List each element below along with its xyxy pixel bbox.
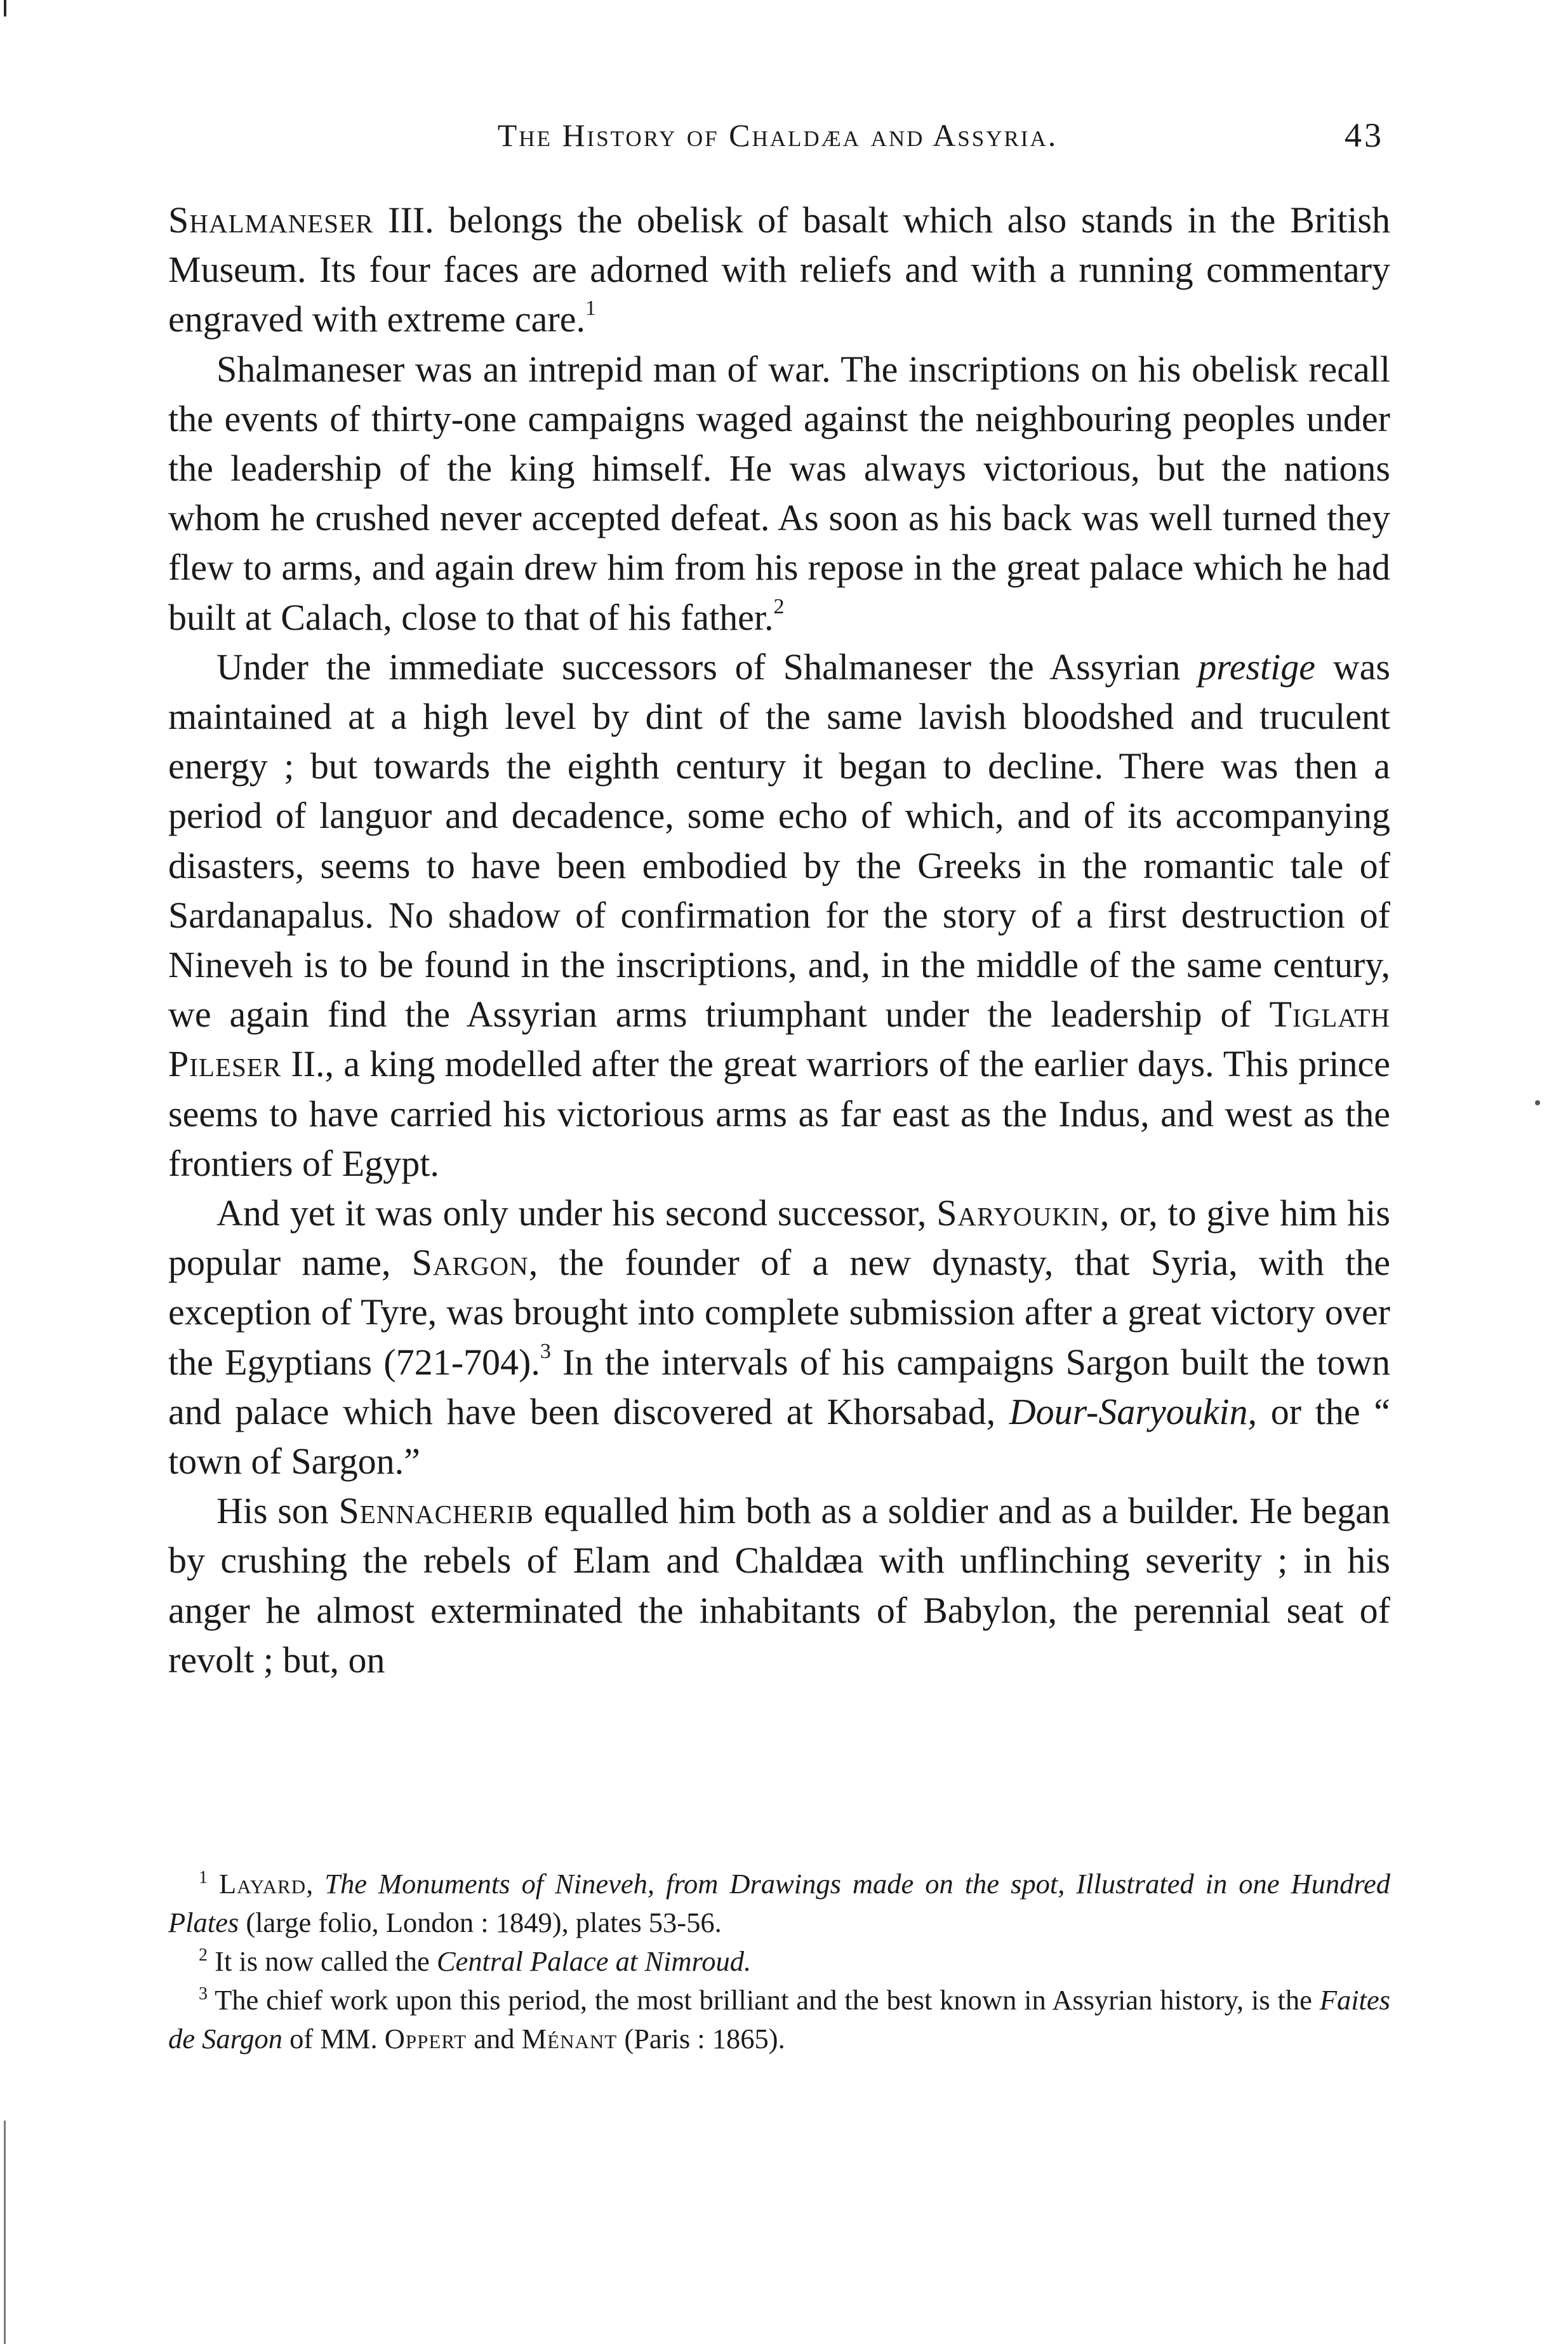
small-caps-name: Layard xyxy=(218,1868,307,1900)
text-run: It is now called the xyxy=(215,1945,437,1977)
small-caps-name: Sargon xyxy=(411,1242,529,1284)
text-run: or the “ town of Sargon.” xyxy=(168,1390,1390,1482)
footnote-number: 1 xyxy=(199,1868,208,1888)
italic-term: Dour-Saryoukin, xyxy=(1009,1390,1258,1432)
paragraph xyxy=(168,1486,1390,1685)
footnote xyxy=(168,1942,1390,1981)
running-title: The History of Chaldæa and Assyria. xyxy=(497,117,1058,153)
text-run: In the intervals of his campaigns Sargon built the town and palace which have been discovered at Khorsabad, xyxy=(168,1341,1390,1432)
italic-title: The Monuments of Nineveh, from Drawings made on the spot, Illustrated in one Hundred Plates xyxy=(168,1868,1391,1938)
small-caps-name: Tiglath Pileser xyxy=(168,994,1390,1085)
text-run: Shalmaneser was an intrepid man of war. The inscriptions on his obelisk recall the events of thirty-one campaigns waged against the neighbouring peoples under the leadership of the king himself. He was always victorious, but the nations whom he crushed never accepted defeat. As soon as his back was well turned they flew to arms, and again drew him from his repose in the great palace which he had built at Calach, close to that of his father. xyxy=(168,348,1390,638)
footnote-reference: 3 xyxy=(540,1339,551,1363)
footnote-number: 3 xyxy=(199,1984,208,2004)
small-caps-name: Shalmaneser xyxy=(168,199,374,241)
small-caps-name: Ménant xyxy=(521,2023,618,2054)
italic-title: Central Palace at Nimroud. xyxy=(436,1945,752,1977)
text-run: And yet it was only under his second successor, xyxy=(216,1192,937,1234)
main-text xyxy=(168,196,1390,1685)
footnote-reference: 1 xyxy=(585,296,596,321)
footnote-reference: 2 xyxy=(773,594,785,618)
text-run: , xyxy=(306,1868,325,1900)
footnote xyxy=(168,1981,1390,2058)
text-run: of MM. xyxy=(282,2023,385,2054)
text-run: The chief work upon this period, the most brilliant and the best known in Assyrian history, is the xyxy=(215,1984,1320,2016)
paragraph xyxy=(168,345,1390,643)
text-run: , the founder of a new dynasty, that Syria, with the exception of Tyre, was brought into complete submission after a great victory over the Egyptians (721-704). xyxy=(168,1242,1391,1383)
paragraph xyxy=(168,643,1390,1189)
small-caps-name: Sennacherib xyxy=(338,1490,534,1532)
page-number: 43 xyxy=(1345,116,1384,154)
text-run: III. belongs the obelisk of basalt which also stands in the British Museum. Its four faces are adorned with reliefs and with a running commentary engraved with extreme care. xyxy=(168,199,1390,340)
running-head xyxy=(171,113,1384,157)
italic-term: prestige xyxy=(1198,646,1315,688)
text-run: (Paris : 1865). xyxy=(617,2023,785,2054)
text-run: Under the immediate successors of Shalmaneser the Assyrian xyxy=(216,646,1199,688)
text-run: , or, to give him his popular name, xyxy=(168,1192,1390,1284)
text-run: (large folio, London : 1849), plates 53-56. xyxy=(239,1907,722,1938)
scan-dot xyxy=(1535,1100,1540,1105)
footnote-number: 2 xyxy=(199,1945,208,1965)
text-run: was maintained at a high level by dint of the same lavish bloodshed and truculent energy ; but towards the eighth century it began to decline. There was then a period of languor and decadence, some echo of which, and of its accompanying disasters, seems to have been embodied by the Greeks in the romantic tale of Sardanapalus. No shadow of confirmation for the story of a first destruction of Nineveh is to be found in the inscriptions, and, in the middle of the same century, we again find the Assyrian arms triumphant under the leadership of xyxy=(168,646,1390,1035)
small-caps-name: Oppert xyxy=(384,2023,467,2054)
text-run: equalled him both as a soldier and as a builder. He began by crushing the rebels of Elam and Chaldæa with unflinching severity ; in his anger he almost exterminated the inhabitants of Babylon, the perennial seat of revolt ; but, on xyxy=(168,1490,1390,1681)
scan-edge-mark-bottom xyxy=(4,2121,6,2344)
italic-title: Faites de Sargon xyxy=(168,1984,1390,2054)
text-run: and xyxy=(467,2023,522,2054)
scan-edge-mark-top xyxy=(4,0,6,17)
footnote xyxy=(168,1865,1390,1942)
small-caps-name: Saryoukin xyxy=(936,1192,1100,1234)
footnotes xyxy=(168,1865,1390,2058)
paragraph xyxy=(168,1189,1390,1486)
paragraph xyxy=(168,196,1390,345)
text-run: II., a king modelled after the great warriors of the earlier days. This prince seems to have carried his victorious arms as far east as the Indus, and west as the frontiers of Egypt. xyxy=(168,1043,1390,1184)
text-run: His son xyxy=(216,1490,339,1532)
